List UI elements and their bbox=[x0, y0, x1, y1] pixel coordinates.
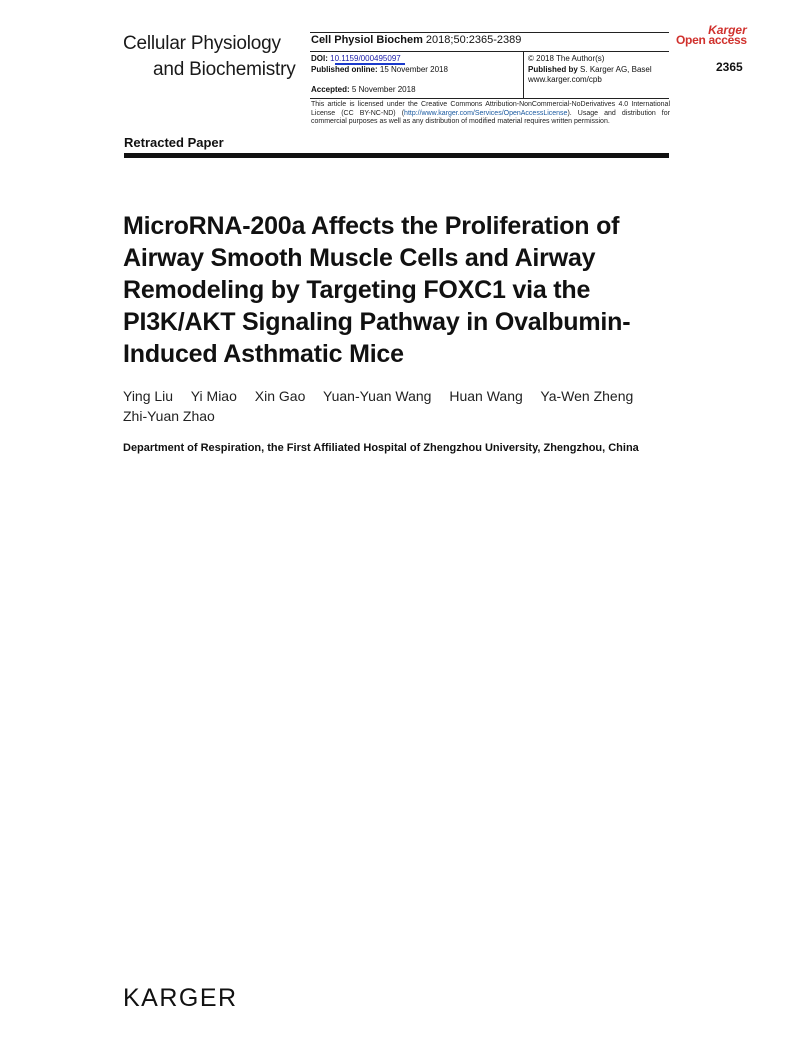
license-text-start: This article is licensed under the Creative Commons Attribution-NonCommercial-NoDerivatives 4.0 International License (CC BY-NC-ND) ( bbox=[311, 101, 670, 117]
doi-link[interactable]: 10.1159/000495097 bbox=[330, 54, 401, 63]
published-date: 15 November 2018 bbox=[379, 64, 448, 74]
author: Ya-Wen Zheng bbox=[540, 388, 634, 404]
author: Huan Wang bbox=[449, 388, 523, 404]
affiliation: Department of Respiration, the First Affiliated Hospital of Zhengzhou University, Zhengzhou, China bbox=[123, 442, 639, 454]
article-dates bbox=[311, 54, 448, 96]
accepted-line bbox=[311, 85, 448, 96]
publisher-line bbox=[528, 65, 652, 76]
header-rule-top bbox=[310, 32, 669, 33]
journal-website-link[interactable]: www.karger.com/cpb bbox=[528, 75, 602, 84]
license-note bbox=[311, 101, 670, 127]
accepted-label: Accepted: bbox=[311, 85, 350, 94]
publisher-info bbox=[528, 54, 652, 86]
header-divider bbox=[523, 52, 524, 98]
header-rule-bottom bbox=[310, 98, 669, 99]
header-rule-middle bbox=[310, 51, 669, 52]
citation-volume: 2018;50:2365-2389 bbox=[422, 34, 522, 46]
journal-name-line1: Cellular Physiology bbox=[123, 33, 281, 54]
author: Zhi-Yuan Zhao bbox=[123, 408, 215, 424]
author: Xin Gao bbox=[254, 388, 306, 404]
author: Ying Liu bbox=[123, 388, 174, 404]
citation-journal: Cell Physiol Biochem bbox=[311, 34, 423, 46]
publisher-label: Published by bbox=[528, 64, 578, 74]
karger-logo: KARGER bbox=[123, 984, 238, 1012]
doi-highlight bbox=[335, 63, 405, 65]
published-line bbox=[311, 65, 448, 76]
copyright: © 2018 The Author(s) bbox=[528, 54, 605, 63]
brand-karger: Karger bbox=[708, 23, 747, 37]
author-list bbox=[123, 386, 683, 426]
accepted-date: 5 November 2018 bbox=[351, 85, 416, 94]
publisher-name: S. Karger AG, Basel bbox=[580, 64, 652, 74]
karger-open-access-logo bbox=[676, 25, 747, 45]
citation bbox=[311, 34, 521, 46]
article-title: MicroRNA-200a Affects the Proliferation of Airway Smooth Muscle Cells and Airway Remodeling by Targeting FOXC1 via the PI3K/AKT Signaling Pathway in Ovalbumin-Induced Asthmatic Mice bbox=[123, 212, 631, 368]
license-text-end: ). Usage and distribution for commercial purposes as well as any distribution of modified material requires written permission. bbox=[311, 109, 670, 125]
page-number: 2365 bbox=[716, 60, 743, 74]
doi-label: DOI: bbox=[311, 54, 328, 63]
author: Yuan-Yuan Wang bbox=[323, 388, 432, 404]
journal-name bbox=[123, 31, 296, 83]
journal-name-line2: and Biochemistry bbox=[153, 59, 296, 80]
published-label: Published online: bbox=[311, 64, 378, 74]
brand-open-access: Open access bbox=[676, 33, 747, 47]
section-tag: Retracted Paper bbox=[124, 135, 224, 150]
license-link[interactable]: http://www.karger.com/Services/OpenAccessLicense bbox=[404, 109, 568, 117]
section-rule bbox=[124, 153, 669, 158]
author: Yi Miao bbox=[190, 388, 237, 404]
